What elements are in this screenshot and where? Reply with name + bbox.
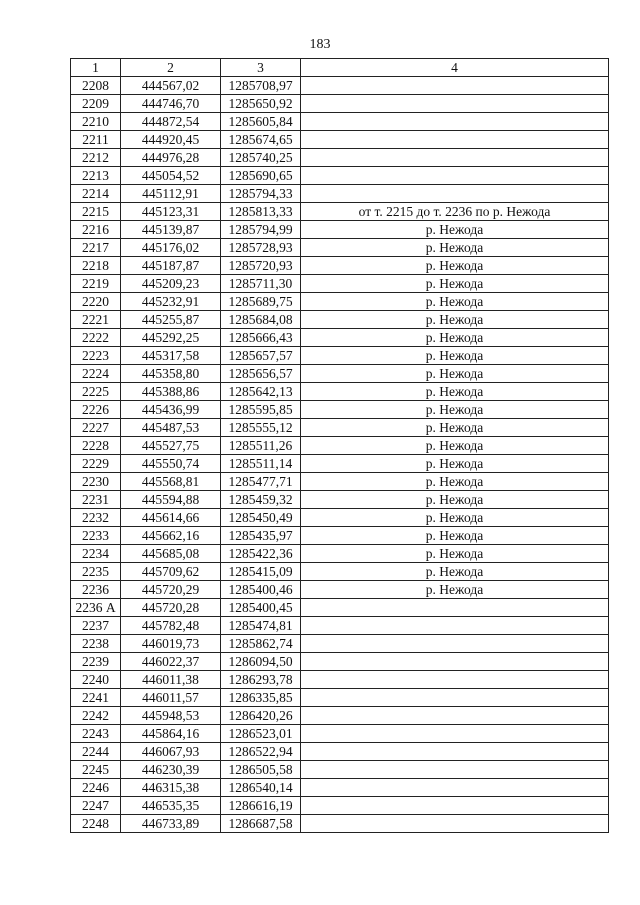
y-coordinate-cell: 1285674,65 bbox=[221, 131, 301, 149]
table-row bbox=[71, 491, 609, 509]
y-coordinate-cell: 1285684,08 bbox=[221, 311, 301, 329]
point-number-cell: 2233 bbox=[71, 527, 121, 545]
y-coordinate-cell: 1285415,09 bbox=[221, 563, 301, 581]
y-coordinate-cell: 1285400,46 bbox=[221, 581, 301, 599]
description-cell bbox=[301, 617, 609, 635]
table-row bbox=[71, 797, 609, 815]
column-header-3: 3 bbox=[221, 59, 301, 77]
y-coordinate-cell: 1286687,58 bbox=[221, 815, 301, 833]
column-header-4: 4 bbox=[301, 59, 609, 77]
y-coordinate-cell: 1286293,78 bbox=[221, 671, 301, 689]
description-cell: р. Нежода bbox=[301, 239, 609, 257]
x-coordinate-cell: 446019,73 bbox=[121, 635, 221, 653]
point-number-cell: 2248 bbox=[71, 815, 121, 833]
column-header-2: 2 bbox=[121, 59, 221, 77]
description-cell: р. Нежода bbox=[301, 527, 609, 545]
description-cell bbox=[301, 131, 609, 149]
description-cell bbox=[301, 149, 609, 167]
table-row bbox=[71, 617, 609, 635]
description-cell bbox=[301, 95, 609, 113]
x-coordinate-cell: 445255,87 bbox=[121, 311, 221, 329]
description-cell bbox=[301, 761, 609, 779]
table-row bbox=[71, 455, 609, 473]
point-number-cell: 2228 bbox=[71, 437, 121, 455]
x-coordinate-cell: 445112,91 bbox=[121, 185, 221, 203]
y-coordinate-cell: 1286420,26 bbox=[221, 707, 301, 725]
table-row bbox=[71, 113, 609, 131]
point-number-cell: 2243 bbox=[71, 725, 121, 743]
description-cell: р. Нежода bbox=[301, 509, 609, 527]
point-number-cell: 2220 bbox=[71, 293, 121, 311]
point-number-cell: 2237 bbox=[71, 617, 121, 635]
y-coordinate-cell: 1285657,57 bbox=[221, 347, 301, 365]
description-cell bbox=[301, 743, 609, 761]
point-number-cell: 2244 bbox=[71, 743, 121, 761]
x-coordinate-cell: 445948,53 bbox=[121, 707, 221, 725]
table-body bbox=[71, 77, 609, 833]
description-cell: р. Нежода bbox=[301, 563, 609, 581]
x-coordinate-cell: 446011,38 bbox=[121, 671, 221, 689]
x-coordinate-cell: 445685,08 bbox=[121, 545, 221, 563]
x-coordinate-cell: 445662,16 bbox=[121, 527, 221, 545]
y-coordinate-cell: 1285450,49 bbox=[221, 509, 301, 527]
x-coordinate-cell: 444920,45 bbox=[121, 131, 221, 149]
description-cell: р. Нежода bbox=[301, 293, 609, 311]
description-cell bbox=[301, 185, 609, 203]
point-number-cell: 2213 bbox=[71, 167, 121, 185]
point-number-cell: 2245 bbox=[71, 761, 121, 779]
table-row bbox=[71, 221, 609, 239]
y-coordinate-cell: 1285794,99 bbox=[221, 221, 301, 239]
description-cell: р. Нежода bbox=[301, 491, 609, 509]
table-row bbox=[71, 167, 609, 185]
table-row bbox=[71, 527, 609, 545]
point-number-cell: 2236 А bbox=[71, 599, 121, 617]
x-coordinate-cell: 445527,75 bbox=[121, 437, 221, 455]
table-row bbox=[71, 761, 609, 779]
table-row bbox=[71, 437, 609, 455]
point-number-cell: 2224 bbox=[71, 365, 121, 383]
description-cell bbox=[301, 77, 609, 95]
point-number-cell: 2234 bbox=[71, 545, 121, 563]
description-cell: р. Нежода bbox=[301, 437, 609, 455]
description-cell bbox=[301, 797, 609, 815]
table-row bbox=[71, 347, 609, 365]
point-number-cell: 2232 bbox=[71, 509, 121, 527]
x-coordinate-cell: 444976,28 bbox=[121, 149, 221, 167]
table-row bbox=[71, 239, 609, 257]
y-coordinate-cell: 1285605,84 bbox=[221, 113, 301, 131]
table-row bbox=[71, 707, 609, 725]
table-row bbox=[71, 599, 609, 617]
table-row bbox=[71, 671, 609, 689]
x-coordinate-cell: 446067,93 bbox=[121, 743, 221, 761]
y-coordinate-cell: 1285689,75 bbox=[221, 293, 301, 311]
y-coordinate-cell: 1285642,13 bbox=[221, 383, 301, 401]
point-number-cell: 2235 bbox=[71, 563, 121, 581]
x-coordinate-cell: 445436,99 bbox=[121, 401, 221, 419]
description-cell: р. Нежода bbox=[301, 311, 609, 329]
x-coordinate-cell: 446535,35 bbox=[121, 797, 221, 815]
point-number-cell: 2215 bbox=[71, 203, 121, 221]
y-coordinate-cell: 1286335,85 bbox=[221, 689, 301, 707]
point-number-cell: 2211 bbox=[71, 131, 121, 149]
point-number-cell: 2222 bbox=[71, 329, 121, 347]
point-number-cell: 2246 bbox=[71, 779, 121, 797]
y-coordinate-cell: 1286094,50 bbox=[221, 653, 301, 671]
y-coordinate-cell: 1285511,14 bbox=[221, 455, 301, 473]
y-coordinate-cell: 1285555,12 bbox=[221, 419, 301, 437]
y-coordinate-cell: 1285650,92 bbox=[221, 95, 301, 113]
y-coordinate-cell: 1286505,58 bbox=[221, 761, 301, 779]
table-row bbox=[71, 311, 609, 329]
x-coordinate-cell: 445187,87 bbox=[121, 257, 221, 275]
table-row bbox=[71, 365, 609, 383]
y-coordinate-cell: 1285459,32 bbox=[221, 491, 301, 509]
y-coordinate-cell: 1286522,94 bbox=[221, 743, 301, 761]
x-coordinate-cell: 444567,02 bbox=[121, 77, 221, 95]
x-coordinate-cell: 445123,31 bbox=[121, 203, 221, 221]
point-number-cell: 2212 bbox=[71, 149, 121, 167]
table-row bbox=[71, 293, 609, 311]
table-row bbox=[71, 815, 609, 833]
point-number-cell: 2238 bbox=[71, 635, 121, 653]
point-number-cell: 2241 bbox=[71, 689, 121, 707]
page-number: 183 bbox=[309, 37, 331, 52]
y-coordinate-cell: 1285656,57 bbox=[221, 365, 301, 383]
y-coordinate-cell: 1285720,93 bbox=[221, 257, 301, 275]
x-coordinate-cell: 446022,37 bbox=[121, 653, 221, 671]
y-coordinate-cell: 1285511,26 bbox=[221, 437, 301, 455]
y-coordinate-cell: 1285794,33 bbox=[221, 185, 301, 203]
description-cell: р. Нежода bbox=[301, 221, 609, 239]
x-coordinate-cell: 445139,87 bbox=[121, 221, 221, 239]
y-coordinate-cell: 1285477,71 bbox=[221, 473, 301, 491]
y-coordinate-cell: 1286616,19 bbox=[221, 797, 301, 815]
point-number-cell: 2229 bbox=[71, 455, 121, 473]
y-coordinate-cell: 1285474,81 bbox=[221, 617, 301, 635]
table-row bbox=[71, 473, 609, 491]
x-coordinate-cell: 445550,74 bbox=[121, 455, 221, 473]
table-row bbox=[71, 275, 609, 293]
description-cell bbox=[301, 113, 609, 131]
x-coordinate-cell: 444746,70 bbox=[121, 95, 221, 113]
y-coordinate-cell: 1285862,74 bbox=[221, 635, 301, 653]
x-coordinate-cell: 445317,58 bbox=[121, 347, 221, 365]
description-cell bbox=[301, 689, 609, 707]
point-number-cell: 2221 bbox=[71, 311, 121, 329]
y-coordinate-cell: 1285813,33 bbox=[221, 203, 301, 221]
x-coordinate-cell: 446230,39 bbox=[121, 761, 221, 779]
point-number-cell: 2242 bbox=[71, 707, 121, 725]
table-row bbox=[71, 149, 609, 167]
x-coordinate-cell: 445782,48 bbox=[121, 617, 221, 635]
table-row bbox=[71, 545, 609, 563]
table-row bbox=[71, 95, 609, 113]
table-row bbox=[71, 653, 609, 671]
table-row bbox=[71, 131, 609, 149]
table-row bbox=[71, 383, 609, 401]
y-coordinate-cell: 1285708,97 bbox=[221, 77, 301, 95]
x-coordinate-cell: 445709,62 bbox=[121, 563, 221, 581]
table-row bbox=[71, 77, 609, 95]
x-coordinate-cell: 445358,80 bbox=[121, 365, 221, 383]
x-coordinate-cell: 445388,86 bbox=[121, 383, 221, 401]
table-row bbox=[71, 689, 609, 707]
point-number-cell: 2231 bbox=[71, 491, 121, 509]
description-cell bbox=[301, 815, 609, 833]
y-coordinate-cell: 1285422,36 bbox=[221, 545, 301, 563]
description-cell bbox=[301, 725, 609, 743]
point-number-cell: 2214 bbox=[71, 185, 121, 203]
y-coordinate-cell: 1285595,85 bbox=[221, 401, 301, 419]
y-coordinate-cell: 1286523,01 bbox=[221, 725, 301, 743]
y-coordinate-cell: 1285400,45 bbox=[221, 599, 301, 617]
x-coordinate-cell: 445054,52 bbox=[121, 167, 221, 185]
table-row bbox=[71, 581, 609, 599]
point-number-cell: 2218 bbox=[71, 257, 121, 275]
point-number-cell: 2247 bbox=[71, 797, 121, 815]
column-header-1: 1 bbox=[71, 59, 121, 77]
x-coordinate-cell: 445232,91 bbox=[121, 293, 221, 311]
table-row bbox=[71, 401, 609, 419]
point-number-cell: 2219 bbox=[71, 275, 121, 293]
x-coordinate-cell: 445292,25 bbox=[121, 329, 221, 347]
table-header-row bbox=[71, 59, 609, 77]
description-cell: р. Нежода bbox=[301, 455, 609, 473]
description-cell bbox=[301, 635, 609, 653]
y-coordinate-cell: 1285711,30 bbox=[221, 275, 301, 293]
point-number-cell: 2240 bbox=[71, 671, 121, 689]
point-number-cell: 2230 bbox=[71, 473, 121, 491]
table-row bbox=[71, 779, 609, 797]
description-cell: р. Нежода bbox=[301, 419, 609, 437]
description-cell: р. Нежода bbox=[301, 581, 609, 599]
x-coordinate-cell: 445568,81 bbox=[121, 473, 221, 491]
table-row bbox=[71, 563, 609, 581]
description-cell: р. Нежода bbox=[301, 275, 609, 293]
description-cell bbox=[301, 707, 609, 725]
y-coordinate-cell: 1285666,43 bbox=[221, 329, 301, 347]
x-coordinate-cell: 446733,89 bbox=[121, 815, 221, 833]
point-number-cell: 2226 bbox=[71, 401, 121, 419]
y-coordinate-cell: 1285435,97 bbox=[221, 527, 301, 545]
y-coordinate-cell: 1285728,93 bbox=[221, 239, 301, 257]
table-row bbox=[71, 743, 609, 761]
point-number-cell: 2210 bbox=[71, 113, 121, 131]
table-row bbox=[71, 185, 609, 203]
description-cell bbox=[301, 599, 609, 617]
description-cell: р. Нежода bbox=[301, 347, 609, 365]
table-row bbox=[71, 635, 609, 653]
description-cell: р. Нежода bbox=[301, 401, 609, 419]
description-cell: от т. 2215 до т. 2236 по р. Нежода bbox=[301, 203, 609, 221]
x-coordinate-cell: 446011,57 bbox=[121, 689, 221, 707]
point-number-cell: 2217 bbox=[71, 239, 121, 257]
point-number-cell: 2223 bbox=[71, 347, 121, 365]
point-number-cell: 2216 bbox=[71, 221, 121, 239]
description-cell: р. Нежода bbox=[301, 257, 609, 275]
point-number-cell: 2209 bbox=[71, 95, 121, 113]
x-coordinate-cell: 445720,28 bbox=[121, 599, 221, 617]
x-coordinate-cell: 445594,88 bbox=[121, 491, 221, 509]
table-row bbox=[71, 725, 609, 743]
x-coordinate-cell: 445720,29 bbox=[121, 581, 221, 599]
point-number-cell: 2236 bbox=[71, 581, 121, 599]
x-coordinate-cell: 444872,54 bbox=[121, 113, 221, 131]
x-coordinate-cell: 445614,66 bbox=[121, 509, 221, 527]
x-coordinate-cell: 445864,16 bbox=[121, 725, 221, 743]
description-cell bbox=[301, 653, 609, 671]
x-coordinate-cell: 445176,02 bbox=[121, 239, 221, 257]
table-row bbox=[71, 419, 609, 437]
description-cell: р. Нежода bbox=[301, 545, 609, 563]
table-row bbox=[71, 509, 609, 527]
y-coordinate-cell: 1285740,25 bbox=[221, 149, 301, 167]
description-cell: р. Нежода bbox=[301, 329, 609, 347]
description-cell bbox=[301, 779, 609, 797]
x-coordinate-cell: 445487,53 bbox=[121, 419, 221, 437]
y-coordinate-cell: 1286540,14 bbox=[221, 779, 301, 797]
coordinates-table bbox=[70, 58, 609, 833]
table-row bbox=[71, 203, 609, 221]
description-cell: р. Нежода bbox=[301, 473, 609, 491]
description-cell: р. Нежода bbox=[301, 383, 609, 401]
description-cell: р. Нежода bbox=[301, 365, 609, 383]
description-cell bbox=[301, 167, 609, 185]
description-cell bbox=[301, 671, 609, 689]
point-number-cell: 2208 bbox=[71, 77, 121, 95]
table-row bbox=[71, 257, 609, 275]
table-row bbox=[71, 329, 609, 347]
y-coordinate-cell: 1285690,65 bbox=[221, 167, 301, 185]
x-coordinate-cell: 446315,38 bbox=[121, 779, 221, 797]
point-number-cell: 2225 bbox=[71, 383, 121, 401]
x-coordinate-cell: 445209,23 bbox=[121, 275, 221, 293]
point-number-cell: 2239 bbox=[71, 653, 121, 671]
point-number-cell: 2227 bbox=[71, 419, 121, 437]
